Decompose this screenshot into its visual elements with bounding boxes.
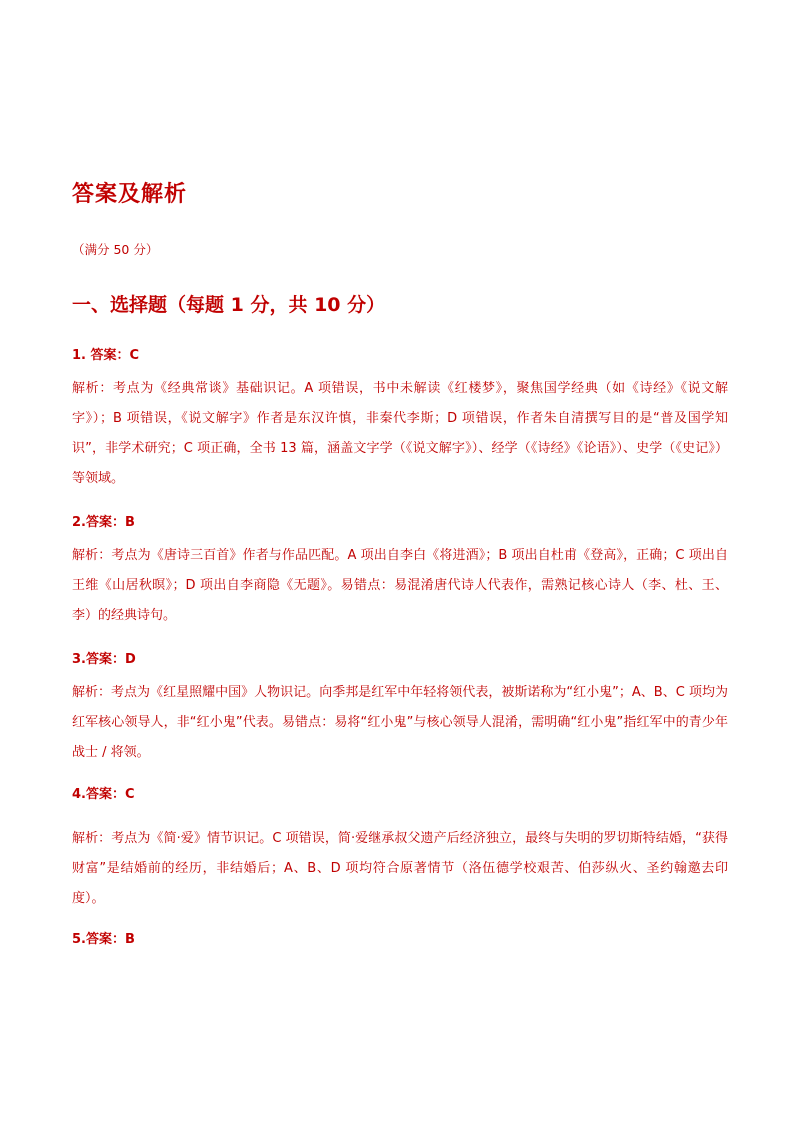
explanation-1: 解析：考点为《经典常谈》基础识记。A 项错误，书中未解读《红楼梦》，聚焦国学经典（如《诗经》《说文解字》）；B 项错误，《说文解字》作者是东汉许慎，非秦代李斯；D 项错误，作者朱自清撰写目的是“普及国学知识”，非学术研究；C 项正确，全书 13 篇，涵盖文字学（《说文解字》）、经学（《诗经》《论语》）、史学（《史记》）等领域。: [72, 381, 728, 486]
answer-1: 1. 答案：C: [72, 348, 140, 363]
score-note: （满分 50 分）: [72, 242, 159, 257]
answer-4: 4.答案：C: [72, 787, 135, 802]
explanation-2: 解析：考点为《唐诗三百首》作者与作品匹配。A 项出自李白《将进酒》；B 项出自杜甫《登高》，正确；C 项出自王维《山居秋暝》；D 项出自李商隐《无题》。易错点：易混淆唐代诗人代表作，需熟记核心诗人（李、杜、王、李）的经典诗句。: [72, 548, 728, 623]
explanation-4: 解析：考点为《简·爱》情节识记。C 项错误，简·爱继承叔父遗产后经济独立，最终与失明的罗切斯特结婚，“获得财富”是结婚前的经历，非结婚后；A、B、D 项均符合原著情节（洛伍德学校艰苦、伯莎纵火、圣约翰邀去印度）。: [72, 831, 728, 906]
explanation-3: 解析：考点为《红星照耀中国》人物识记。向季邦是红军中年轻将领代表，被斯诺称为“红小鬼”；A、B、C 项均为红军核心领导人，非“红小鬼”代表。易错点：易将“红小鬼”与核心领导人混淆，需明确“红小鬼”指红军中的青少年战士 / 将领。: [72, 685, 728, 760]
answer-5: 5.答案：B: [72, 932, 135, 947]
section-title: 一、选择题（每题 1 分，共 10 分）: [72, 294, 386, 316]
answer-3: 3.答案：D: [72, 652, 136, 667]
answer-2: 2.答案：B: [72, 515, 135, 530]
page-title: 答案及解析: [72, 182, 188, 207]
